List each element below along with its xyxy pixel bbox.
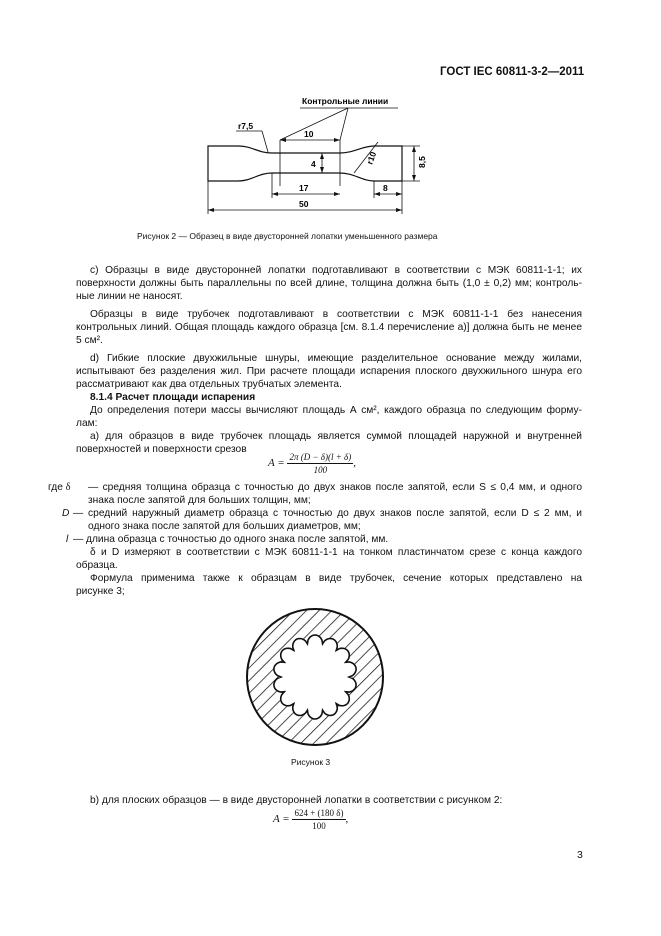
- paragraph-tubes-line1: Образцы в виде трубочек подготавливают в соответствии с МЭК 60811-1-1 без нанесения: [90, 309, 582, 320]
- paragraph-a-line2: поверхностей и поверхности срезов: [76, 444, 247, 455]
- def-D-line1: — средний наружный диаметр образца с точностью до двух знаков после запятой, если D ≤ 2 мм, и: [73, 508, 582, 519]
- formula-b-lhs: A =: [273, 813, 290, 826]
- section-heading: 8.1.4 Расчет площади испарения: [90, 392, 256, 403]
- formula-a-numerator: 2π (D − δ)(l + δ): [289, 452, 352, 462]
- paragraph-a-line1: а) для образцов в виде трубочек площадь является суммой площадей наружной и внутренней: [90, 431, 582, 442]
- label-17: 17: [299, 183, 309, 193]
- formula-a-denominator: 100: [313, 465, 328, 475]
- paragraph-c-line1: с) Образцы в виде двусторонней лопатки подготавливают в соответствии с МЭК 60811-1-1; их: [90, 265, 582, 276]
- section-intro-line2: лам:: [76, 418, 98, 429]
- formula-b: [273, 808, 348, 831]
- def-l-line1: — длина образца с точностью до одного знака после запятой, мм.: [73, 534, 389, 545]
- paragraph-tubes-line3: 5 см².: [76, 335, 103, 346]
- paragraph-d-line2: испытывают без разделения жил. При расчете площади испарения плоского двухжильного шнура его: [76, 366, 582, 377]
- paragraph-d-line1: d) Гибкие плоские двухжильные шнуры, имеющие разделительное основание между жилами,: [90, 353, 582, 364]
- def-D-line2: одного знака после запятой для больших диаметров, мм;: [88, 521, 361, 532]
- label-8-5: 8,5: [417, 156, 427, 168]
- def-delta-symbol: δ: [65, 482, 71, 493]
- formula-b-tail: ,: [345, 813, 349, 826]
- measure-line2: образца.: [76, 560, 118, 571]
- def-D-symbol: D: [62, 508, 70, 519]
- paragraph-b: b) для плоских образцов — в виде двусторонней лопатки в соответствии с рисунком 2:: [90, 795, 503, 806]
- label-control-lines: Контрольные линии: [302, 96, 389, 106]
- def-where: где δ: [48, 482, 71, 493]
- label-50: 50: [299, 199, 309, 209]
- figure-2-drawing: [0, 0, 661, 230]
- def-delta-line2: знака после запятой для больших толщин, мм;: [88, 495, 311, 506]
- measure-line1: δ и D измеряют в соответствии с МЭК 60811-1-1 на тонком пластинчатом срезе с конца каждого: [90, 547, 582, 558]
- paragraph-c-line2: поверхности должны быть параллельны по всей длине, толщина должна быть (1,0 ± 0,2) мм; контроль-: [76, 278, 582, 289]
- formula-a: [268, 452, 356, 475]
- figure-2-caption: Рисунок 2 — Образец в виде двусторонней лопатки уменьшенного размера: [137, 231, 438, 241]
- label-10: 10: [304, 129, 314, 139]
- label-8: 8: [383, 183, 388, 193]
- formula-a-lhs: A =: [268, 457, 285, 470]
- paragraph-tubes-line2: контрольных линий. Общая площадь каждого образца [см. 8.1.4 перечисление а)] должна быть не менее: [76, 322, 582, 333]
- paragraph-c-line3: ные линии не наносят.: [76, 291, 183, 302]
- def-delta-line1: — средняя толщина образца с точностью до двух знаков после запятой, если S ≤ 0,4 мм, и одного: [88, 482, 582, 493]
- figure-3-tube-section: [240, 600, 390, 750]
- label-r10: r10: [364, 150, 379, 166]
- section-intro-line1: До определения потери массы вычисляют площадь А см², каждого образца по следующим форму-: [90, 405, 582, 416]
- figure-3-caption: Рисунок 3: [291, 757, 331, 767]
- label-4: 4: [311, 159, 316, 169]
- formula-a-tail: ,: [353, 457, 356, 470]
- paragraph-d-line3: рассматривают как два отдельных трубчатых элемента.: [76, 379, 342, 390]
- label-r75: r7,5: [238, 121, 254, 131]
- formula-b-numerator: 624 + (180 δ): [294, 808, 344, 818]
- applicability-line2: рисунке 3;: [76, 586, 125, 597]
- document-code: ГОСТ IEC 60811-3-2—2011: [440, 66, 585, 78]
- formula-b-denominator: 100: [312, 821, 326, 831]
- page-number: 3: [577, 849, 583, 861]
- def-l-symbol: l: [66, 534, 69, 545]
- applicability-line1: Формула применима также к образцам в виде трубочек, сечение которых представлено на: [90, 573, 582, 584]
